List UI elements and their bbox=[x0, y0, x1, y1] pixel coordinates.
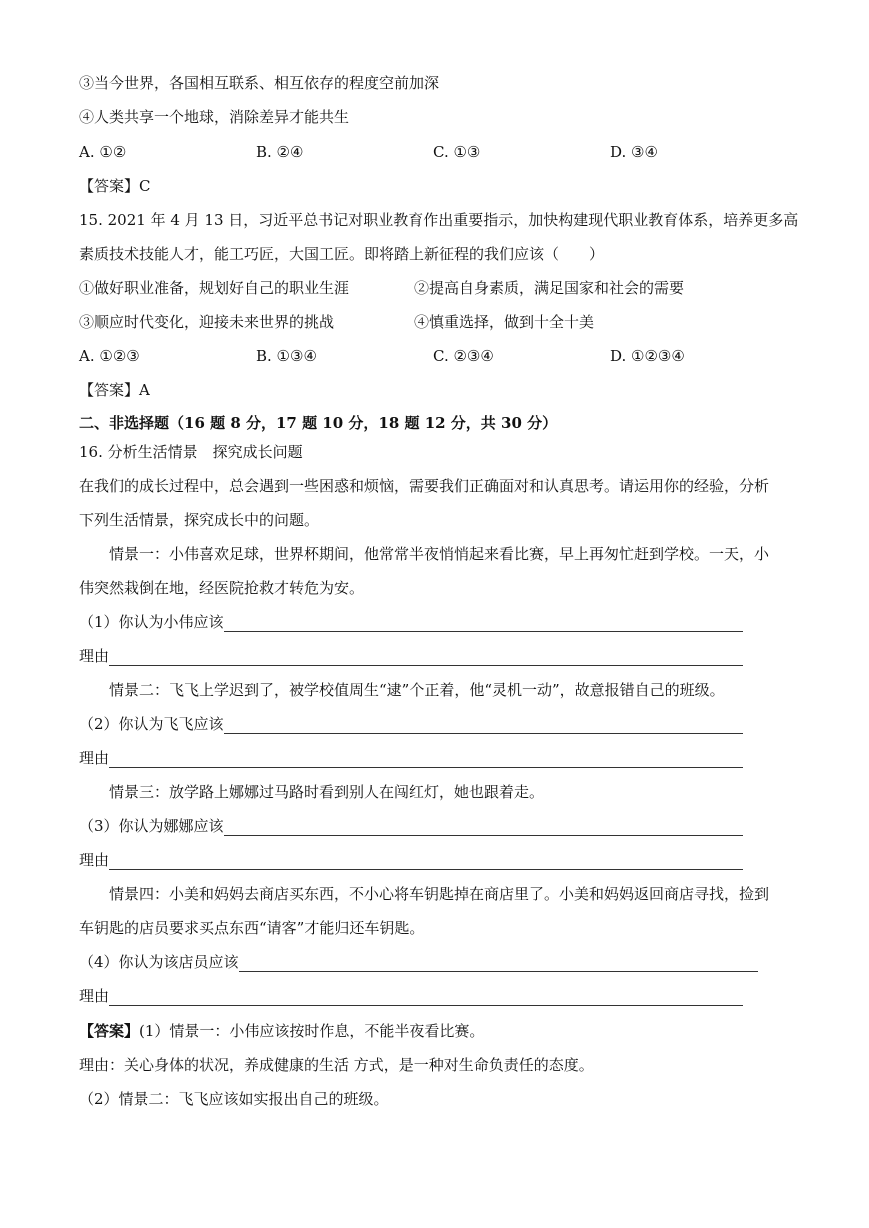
question-4-label: （4）你认为该店员应该 bbox=[79, 953, 239, 971]
q16-title: 16. 分析生活情景 探究成长问题 bbox=[79, 443, 303, 461]
question-4-prompt bbox=[79, 952, 758, 972]
q15-option-d: D. ①②③④ bbox=[610, 347, 685, 365]
reason-label: 理由 bbox=[79, 987, 110, 1005]
q14-option-a: A. ①② bbox=[79, 143, 127, 161]
q14-answer: 【答案】C bbox=[79, 177, 151, 195]
q15-item-3: ③顺应时代变化，迎接未来世界的挑战 bbox=[79, 313, 335, 331]
q15-stem-line-2: 素质技术技能人才，能工巧匠，大国工匠。即将踏上新征程的我们应该（ ） bbox=[79, 245, 605, 263]
q15-option-c: C. ②③④ bbox=[433, 347, 494, 365]
reason-blank-1 bbox=[109, 651, 743, 666]
section-heading: 二、非选择题（16 题 8 分，17 题 10 分，18 题 12 分，共 30 分） bbox=[79, 414, 558, 432]
q15-item-1: ①做好职业准备，规划好自己的职业生涯 bbox=[79, 279, 350, 297]
q16-answer-line-3: （2）情景二：飞飞应该如实报出自己的班级。 bbox=[79, 1090, 389, 1108]
q16-intro-line-2: 下列生活情景，探究成长中的问题。 bbox=[79, 511, 320, 529]
q15-option-a: A. ①②③ bbox=[79, 347, 140, 365]
scenario-1-line-1: 情景一：小伟喜欢足球，世界杯期间，他常常半夜悄悄起来看比赛，早上再匆忙赶到学校。一天，小 bbox=[109, 545, 770, 563]
answer-blank-2 bbox=[224, 719, 743, 734]
reason-1-prompt bbox=[79, 646, 743, 666]
question-1-prompt bbox=[79, 612, 743, 632]
reason-blank-3 bbox=[109, 855, 743, 870]
q14-item-4: ④人类共享一个地球，消除差异才能共生 bbox=[79, 108, 350, 126]
q14-option-d: D. ③④ bbox=[610, 143, 658, 161]
scenario-4-line-1: 情景四：小美和妈妈去商店买东西，不小心将车钥匙掉在商店里了。小美和妈妈返回商店寻找，捡到 bbox=[109, 885, 770, 903]
reason-blank-2 bbox=[109, 753, 743, 768]
q15-answer: 【答案】A bbox=[79, 381, 150, 399]
answer-text-1: (1）情景一：小伟应该按时作息，不能半夜看比赛。 bbox=[139, 1022, 485, 1040]
scenario-2: 情景二：飞飞上学迟到了，被学校值周生“逮”个正着，他“灵机一动”，故意报错自己的班级。 bbox=[109, 681, 725, 699]
scenario-3: 情景三：放学路上娜娜过马路时看到别人在闯红灯，她也跟着走。 bbox=[109, 783, 545, 801]
reason-2-prompt bbox=[79, 748, 743, 768]
question-3-label: （3）你认为娜娜应该 bbox=[79, 817, 224, 835]
q16-intro-line-1: 在我们的成长过程中，总会遇到一些困惑和烦恼，需要我们正确面对和认真思考。请运用你的经验，分析 bbox=[79, 477, 770, 495]
scenario-4-line-2: 车钥匙的店员要求买点东西“请客”才能归还车钥匙。 bbox=[79, 919, 425, 937]
answer-label: 【答案】 bbox=[79, 1022, 140, 1040]
q16-answer-line-2: 理由：关心身体的状况，养成健康的生活 方式，是一种对生命负责任的态度。 bbox=[79, 1056, 594, 1074]
q15-option-b: B. ①③④ bbox=[256, 347, 317, 365]
question-3-prompt bbox=[79, 816, 743, 836]
q14-option-c: C. ①③ bbox=[433, 143, 481, 161]
q14-item-3: ③当今世界，各国相互联系、相互依存的程度空前加深 bbox=[79, 74, 440, 92]
reason-label: 理由 bbox=[79, 851, 110, 869]
answer-blank-4 bbox=[239, 957, 758, 972]
q14-option-b: B. ②④ bbox=[256, 143, 304, 161]
q15-item-4: ④慎重选择，做到十全十美 bbox=[414, 313, 595, 331]
reason-label: 理由 bbox=[79, 749, 110, 767]
q15-stem-line-1: 15. 2021 年 4 月 13 日，习近平总书记对职业教育作出重要指示，加快构建现代职业教育体系，培养更多高 bbox=[79, 211, 799, 229]
reason-label: 理由 bbox=[79, 647, 110, 665]
reason-4-prompt bbox=[79, 986, 743, 1006]
question-2-prompt bbox=[79, 714, 743, 734]
question-1-label: （1）你认为小伟应该 bbox=[79, 613, 224, 631]
reason-3-prompt bbox=[79, 850, 743, 870]
scenario-1-line-2: 伟突然栽倒在地，经医院抢救才转危为安。 bbox=[79, 579, 365, 597]
reason-blank-4 bbox=[109, 991, 743, 1006]
q15-item-2: ②提高自身素质，满足国家和社会的需要 bbox=[414, 279, 685, 297]
question-2-label: （2）你认为飞飞应该 bbox=[79, 715, 224, 733]
answer-blank-3 bbox=[224, 821, 743, 836]
q16-answer-line-1 bbox=[79, 1021, 484, 1041]
answer-blank-1 bbox=[224, 617, 743, 632]
